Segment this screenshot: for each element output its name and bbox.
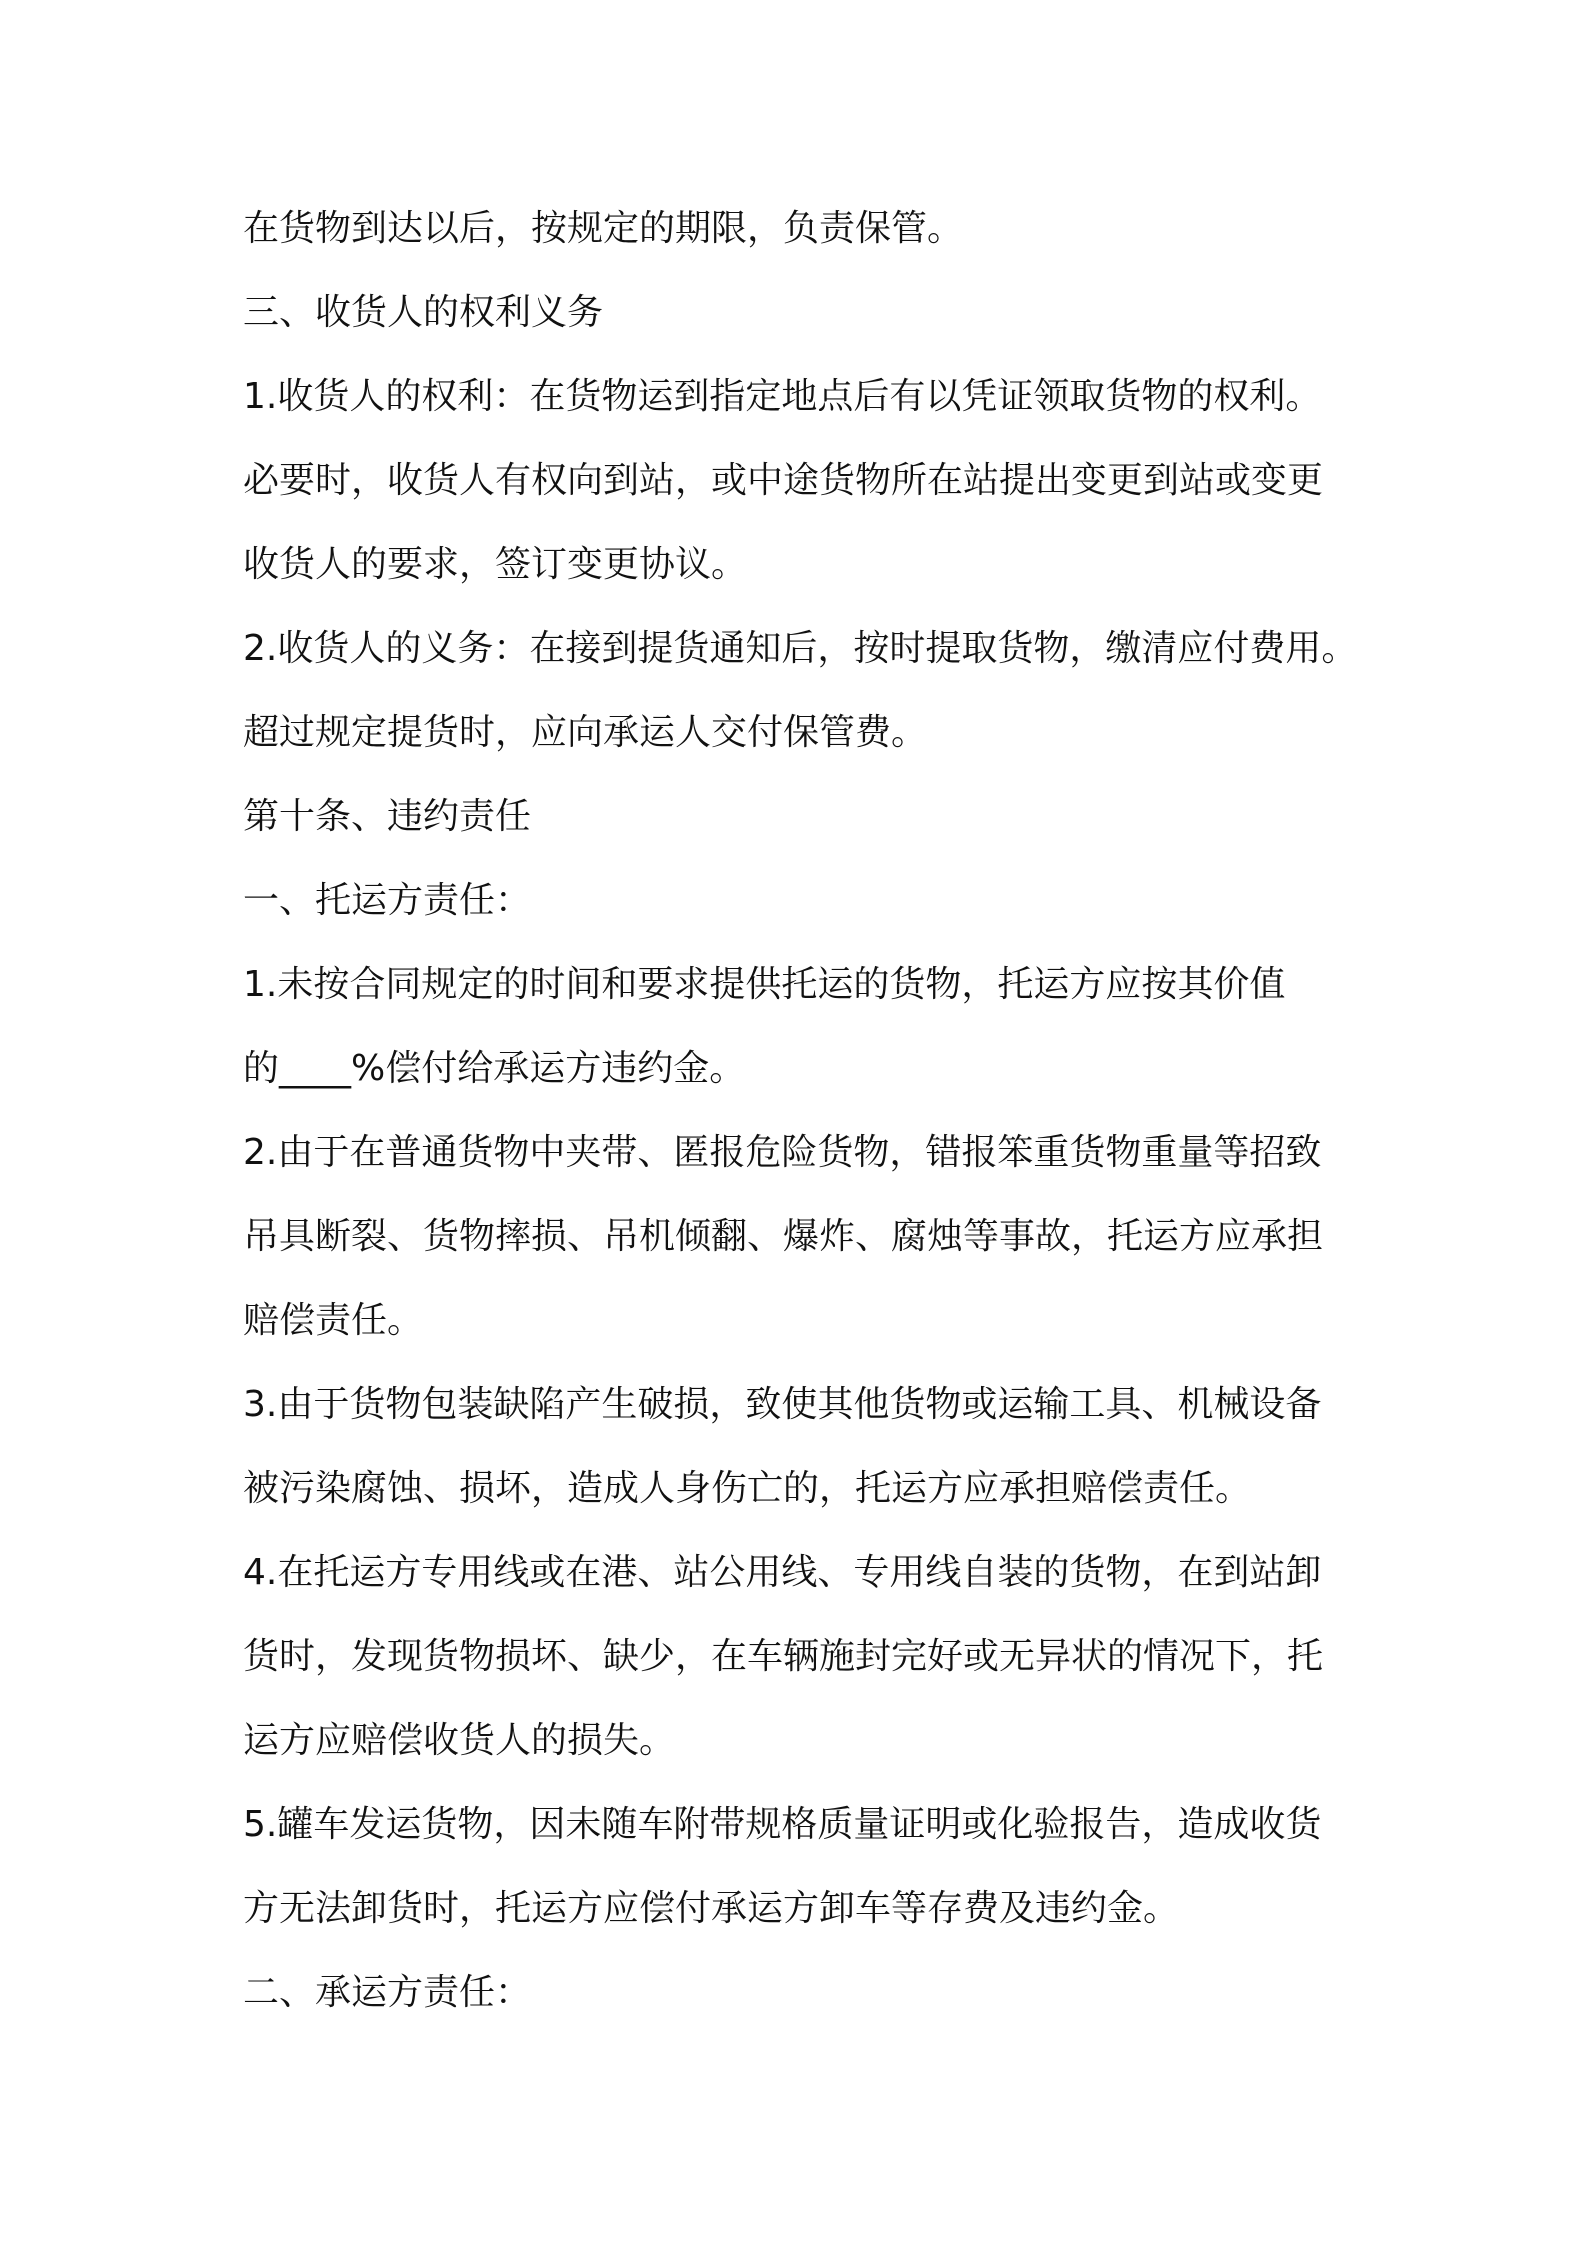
document-body bbox=[243, 199, 1363, 2047]
text-line: 4.在托运方专用线或在港、站公用线、专用线自装的货物，在到站卸 bbox=[243, 1552, 1322, 1593]
text-line: 5.罐车发运货物，因未随车附带规格质量证明或化验报告，造成收货 bbox=[243, 1804, 1322, 1845]
text-line: 1.收货人的权利：在货物运到指定地点后有以凭证领取货物的权利。 bbox=[243, 376, 1322, 417]
text-line: 货时，发现货物损坏、缺少，在车辆施封完好或无异状的情况下，托 bbox=[243, 1636, 1324, 1677]
section-heading: 三、收货人的权利义务 bbox=[243, 292, 604, 333]
text-line: 收货人的要求，签订变更协议。 bbox=[243, 544, 748, 585]
text-line: 方无法卸货时，托运方应偿付承运方卸车等存费及违约金。 bbox=[243, 1888, 1180, 1929]
section-heading: 一、托运方责任： bbox=[243, 880, 532, 921]
text-line: 赔偿责任。 bbox=[243, 1300, 424, 1341]
article-heading: 第十条、违约责任 bbox=[243, 796, 532, 837]
text-line: 2.由于在普通货物中夹带、匿报危险货物，错报笨重货物重量等招致 bbox=[243, 1132, 1322, 1173]
text-line: 的____%偿付给承运方违约金。 bbox=[243, 1048, 746, 1089]
text-line: 吊具断裂、货物摔损、吊机倾翻、爆炸、腐烛等事故，托运方应承担 bbox=[243, 1216, 1324, 1257]
text-line: 3.由于货物包装缺陷产生破损，致使其他货物或运输工具、机械设备 bbox=[243, 1384, 1322, 1425]
section-heading: 二、承运方责任： bbox=[243, 1972, 532, 2013]
text-line: 运方应赔偿收货人的损失。 bbox=[243, 1720, 676, 1761]
text-line: 被污染腐蚀、损坏，造成人身伤亡的，托运方应承担赔偿责任。 bbox=[243, 1468, 1252, 1509]
text-line: 在货物到达以后，按规定的期限，负责保管。 bbox=[243, 208, 964, 249]
text-line: 必要时，收货人有权向到站，或中途货物所在站提出变更到站或变更 bbox=[243, 460, 1324, 501]
text-line: 超过规定提货时，应向承运人交付保管费。 bbox=[243, 712, 928, 753]
text-line: 1.未按合同规定的时间和要求提供托运的货物，托运方应按其价值 bbox=[243, 964, 1286, 1005]
text-line: 2.收货人的义务：在接到提货通知后，按时提取货物，缴清应付费用。 bbox=[243, 628, 1358, 669]
